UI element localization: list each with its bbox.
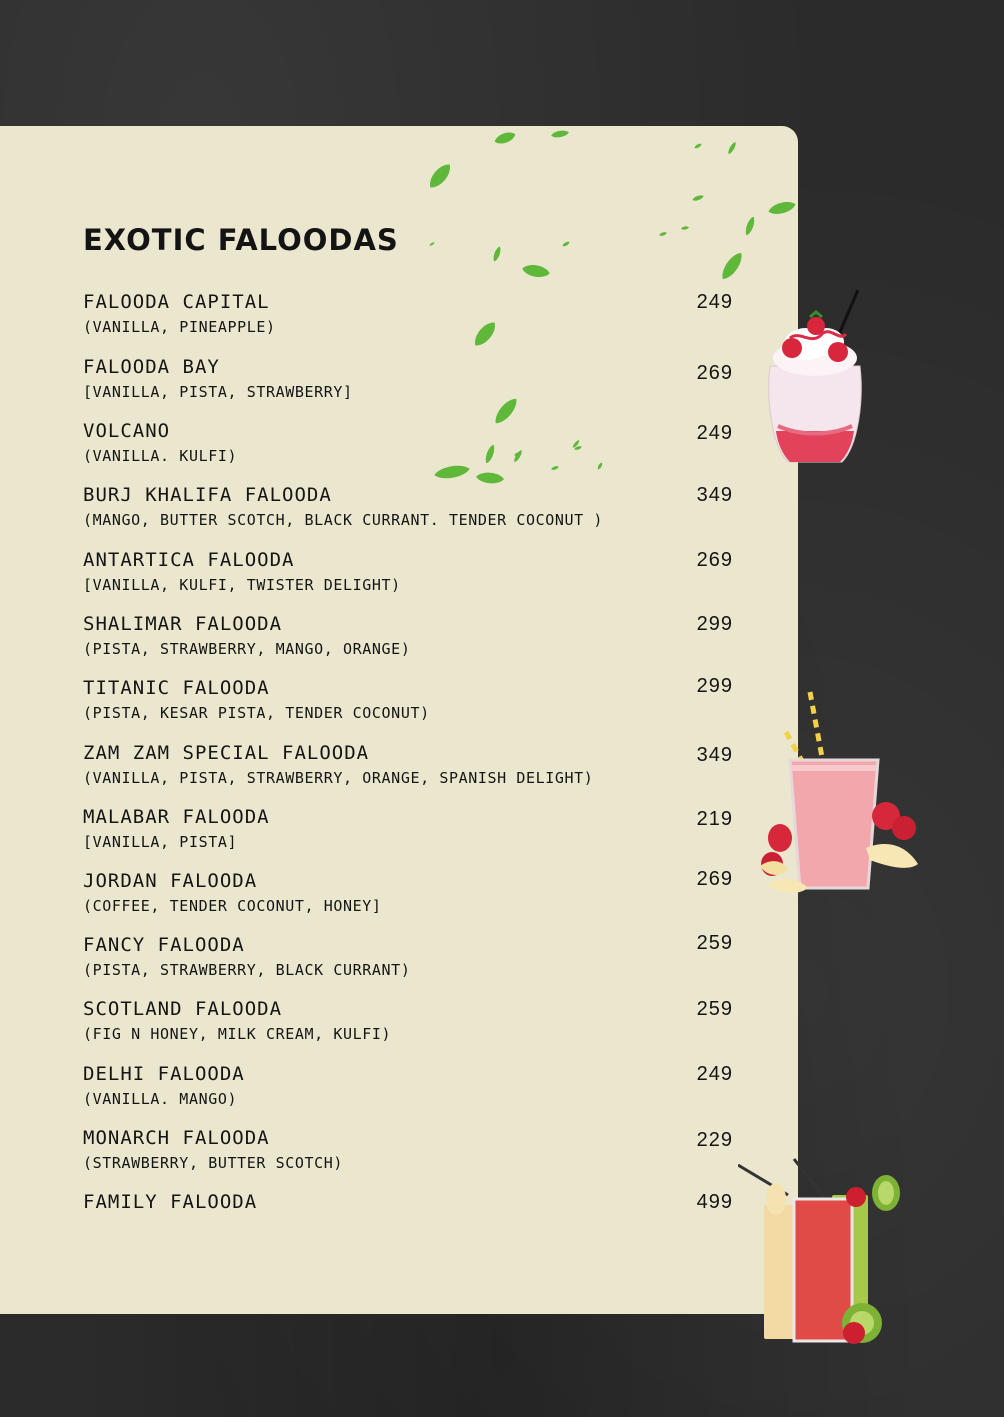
item-price: 229	[696, 1129, 733, 1151]
item-description: (FIG N HONEY, MILK CREAM, KULFI)	[83, 1025, 392, 1043]
item-name: FALOODA CAPITAL	[83, 291, 270, 313]
item-price: 349	[696, 744, 733, 766]
item-price: 499	[696, 1191, 733, 1213]
item-name: VOLCANO	[83, 420, 171, 442]
item-description: [VANILLA, PISTA]	[83, 833, 238, 851]
item-description: (VANILLA. MANGO)	[83, 1090, 238, 1108]
item-name: MONARCH FALOODA	[83, 1127, 270, 1149]
page-title: EXOTIC FALOODAS	[83, 223, 399, 257]
item-price: 299	[696, 613, 733, 635]
item-price: 259	[696, 998, 733, 1020]
item-price: 249	[696, 422, 733, 444]
item-price: 259	[696, 932, 733, 954]
item-name: ANTARTICA FALOODA	[83, 549, 295, 571]
item-name: SCOTLAND FALOODA	[83, 998, 283, 1020]
item-description: (VANILLA, PISTA, STRAWBERRY, ORANGE, SPANISH DELIGHT)	[83, 769, 594, 787]
fruit-juices-image	[738, 1155, 904, 1345]
item-price: 269	[696, 362, 733, 384]
item-name: ZAM ZAM SPECIAL FALOODA	[83, 742, 370, 764]
item-name: FANCY FALOODA	[83, 934, 245, 956]
item-name: DELHI FALOODA	[83, 1063, 245, 1085]
item-description: (MANGO, BUTTER SCOTCH, BLACK CURRANT. TENDER COCONUT )	[83, 511, 604, 529]
item-price: 299	[696, 675, 733, 697]
item-price: 269	[696, 549, 733, 571]
item-name: SHALIMAR FALOODA	[83, 613, 283, 635]
item-description: (PISTA, STRAWBERRY, BLACK CURRANT)	[83, 961, 411, 979]
item-description: [VANILLA, KULFI, TWISTER DELIGHT)	[83, 576, 401, 594]
item-description: (VANILLA. KULFI)	[83, 447, 238, 465]
item-description: (STRAWBERRY, BUTTER SCOTCH)	[83, 1154, 344, 1172]
item-description: (PISTA, STRAWBERRY, MANGO, ORANGE)	[83, 640, 411, 658]
leaf-icon	[410, 126, 800, 506]
item-description: (VANILLA, PINEAPPLE)	[83, 318, 276, 336]
item-name: FAMILY FALOODA	[83, 1191, 258, 1213]
item-price: 219	[696, 808, 733, 830]
item-description: (COFFEE, TENDER COCONUT, HONEY]	[83, 897, 382, 915]
item-price: 249	[696, 291, 733, 313]
item-price: 249	[696, 1063, 733, 1085]
item-name: FALOODA BAY	[83, 356, 220, 378]
strawberry-milkshake-image	[760, 286, 870, 472]
item-name: TITANIC FALOODA	[83, 677, 270, 699]
item-price: 269	[696, 868, 733, 890]
item-description: (PISTA, KESAR PISTA, TENDER COCONUT)	[83, 704, 430, 722]
item-description: [VANILLA, PISTA, STRAWBERRY]	[83, 383, 353, 401]
item-price: 349	[696, 484, 733, 506]
item-name: BURJ KHALIFA FALOODA	[83, 484, 332, 506]
item-name: JORDAN FALOODA	[83, 870, 258, 892]
item-name: MALABAR FALOODA	[83, 806, 270, 828]
strawberry-smoothie-image	[758, 688, 924, 902]
